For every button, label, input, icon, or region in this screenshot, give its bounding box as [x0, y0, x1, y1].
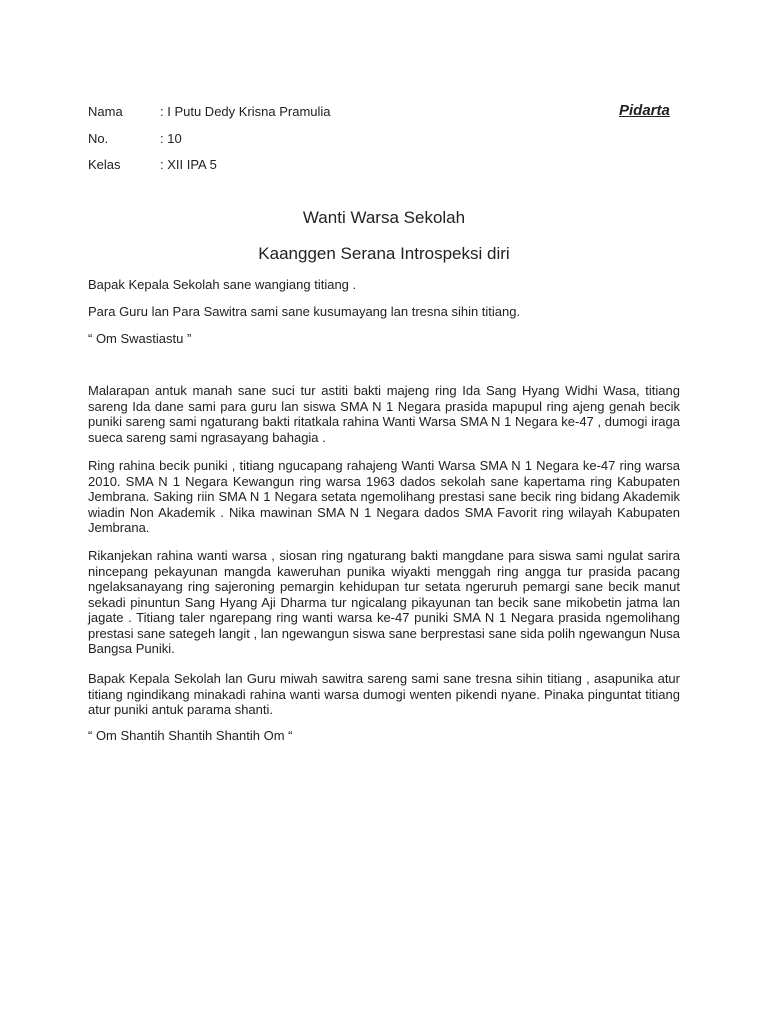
- paragraph-1: Malarapan antuk manah sane suci tur astiti bakti majeng ring Ida Sang Hyang Widhi Wasa, titiang sareng Ida dane sami para guru lan siswa SMA N 1 Negara prasida mapupul ring ajeng genah becik puniki sareng sami ngaturang bakti ritatkala rahina Wanti Warsa SMA N 1 Negara ke-47 , dumogi iraga sueca sareng sami ngrasayang bahagia .: [88, 383, 680, 445]
- label-kelas: Kelas: [88, 157, 121, 172]
- label-no: No.: [88, 131, 109, 146]
- greeting-line-2: Para Guru lan Para Sawitra sami sane kusumayang lan tresna sihin titiang.: [88, 304, 521, 319]
- value-no: : 10: [160, 131, 182, 146]
- value-nama: : I Putu Dedy Krisna Pramulia: [160, 104, 331, 119]
- label-nama: Nama: [88, 104, 123, 119]
- paragraph-4: Bapak Kepala Sekolah lan Guru miwah sawitra sareng sami sane tresna sihin titiang , asapunika atur titiang ngindikang minakadi rahina wanti warsa dumogi wenten pikendi nyane. Pinaka pinguntat titiang atur puniki antuk parama shanti.: [88, 671, 680, 717]
- document-title: Wanti Warsa Sekolah: [302, 208, 466, 227]
- closing-salutation: “ Om Shantih Shantih Shantih Om “: [88, 728, 293, 743]
- document-type-label: Pidarta: [619, 102, 670, 119]
- greeting-line-1: Bapak Kepala Sekolah sane wangiang titiang .: [88, 277, 357, 292]
- paragraph-3: Rikanjekan rahina wanti warsa , siosan ring ngaturang bakti mangdane para siswa sami ngulat sarira nincepang pekayunan mangda kaweruhan punika wiyakti menggah ring angga tur prasida pacang ngelaksanayang ring sajeroning pemargin kehidupan tur setata ngeruruh pemargi sane becik manut sekadi pinuntun Sang Hyang Aji Dharma tur ngicalang pikayunan tan becik sane mikobetin jatma lan jagate . Titiang taler ngarepang ring wanti warsa ke-47 puniki SMA N 1 Negara prasida ngemolihang prestasi sane sategeh langit , lan ngewangun siswa sane berprestasi sane sida polih ngewangun Nusa Bangsa Puniki.: [88, 548, 680, 656]
- paragraph-2: Ring rahina becik puniki , titiang ngucapang rahajeng Wanti Warsa SMA N 1 Negara ke-47 ring warsa 2010. SMA N 1 Negara Kewangun ring warsa 1963 dados sekolah sane kapertama ring Kabupaten Jembrana. Saking riin SMA N 1 Negara setata ngemolihang prestasi sane becik ring bidang Akademik wiadin Non Akademik . Nika mawinan SMA N 1 Negara dados SMA Favorit ring wilayah Kabupaten Jembrana.: [88, 458, 680, 535]
- opening-salutation: “ Om Swastiastu ”: [88, 331, 192, 346]
- value-kelas: : XII IPA 5: [160, 157, 217, 172]
- document-subtitle: Kaanggen Serana Introspeksi diri: [258, 244, 510, 263]
